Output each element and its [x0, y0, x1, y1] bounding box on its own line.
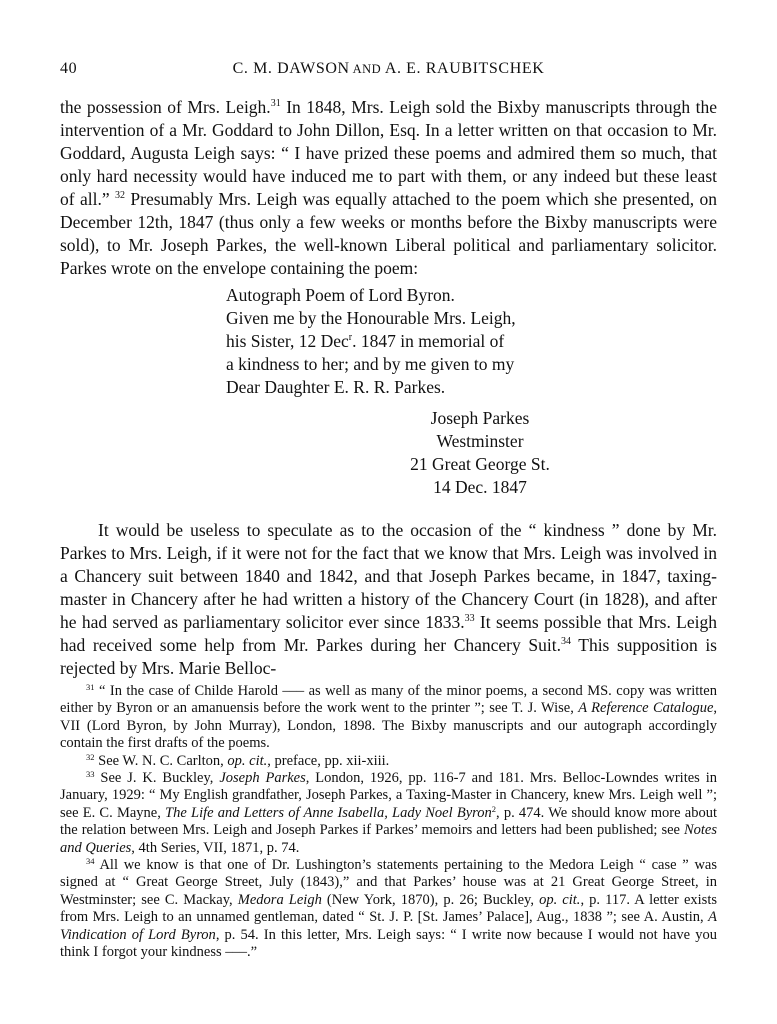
footnote-title: Notes and Queries [60, 822, 717, 856]
p2-text-1: It would be useless to speculate as to the occasion of the “ kindness ” done by Mr. Parkes to Mrs. Leigh, if it were not for the fact that we know that Mrs. Leigh was involved in a Chancery suit between 1840 and 1842, and that Joseph Parkes became, in 1847, taxing-master in Chancery after he had written a history of the Chancery Court (in 1828), and after he had served as parliamentary solicitor ever since 1833. [60, 520, 717, 632]
quote-line-3-sup: r [348, 332, 353, 343]
quote-line-3b: . 1847 in memorial of [352, 331, 505, 351]
quote-line-3 [226, 330, 717, 353]
signature-address: 21 Great George St. [410, 454, 550, 474]
conjunction: AND [349, 62, 385, 76]
footnote-title: A Vindication of Lord Byron [60, 909, 717, 943]
envelope-inscription [226, 284, 717, 399]
footnote-text: , preface, pp. xii-xiii. [267, 752, 390, 769]
signature-date: 14 Dec. 1847 [433, 477, 527, 497]
footnote-ref-32: 32 [115, 190, 125, 201]
footnote-number: 33 [86, 769, 95, 780]
footnote-title: Medora Leigh [237, 891, 322, 908]
footnote-text: , 4th Series, VII, 1871, p. 74. [131, 839, 300, 856]
running-title [60, 60, 717, 78]
paragraph-2 [60, 519, 717, 680]
author2-surname: RAUBITSCHEK [425, 60, 545, 77]
body-text [60, 96, 717, 680]
footnote-number: 34 [86, 856, 95, 867]
footnote-32 [60, 753, 717, 770]
p1-text-2: In 1848, Mrs. Leigh sold the Bixby manuscripts through the intervention of a Mr. Goddard to John Dillon, Esq. In a letter written on that occasion to Mr. Goddard, Augusta Leigh says: “ I have prized these poems and admired them so much, that only hard necessity would have induced me to part with them, or any indeed but these least of all.” [60, 97, 717, 209]
footnote-number: 32 [86, 751, 95, 762]
footnote-ref-33: 33 [464, 613, 475, 624]
footnote-text: All we know is that one of Dr. Lushington’s statements pertaining to the Medora Leigh “ case ” was signed at “ Great George Street, July (1843),” and that Parkes’ house was at 21 Great George Street, in Westminster; see C. Mackay, [60, 857, 717, 908]
footnote-title: Joseph Parkes [219, 770, 306, 787]
p1-text-3: Presumably Mrs. Leigh was equally attached to the poem which she presented, on December 12th, 1847 (thus only a few weeks or months before the Bixby manuscripts were sold), to Mr. Joseph Parkes, the well-known Liberal political and parliamentary solicitor. Parkes wrote on the envelope containing the poem: [60, 189, 717, 278]
footnote-text: “ In the case of Childe Harold ––– as well as many of the minor poems, a second MS. copy was written either by Byron or an amanuensis before the work went to the printer ”; see T. J. Wise, [60, 683, 717, 717]
signature-block [398, 407, 562, 499]
author2-initials: A. E. [384, 60, 426, 77]
quote-line-3a: his Sister, 12 Dec [226, 331, 349, 351]
quote-line-1: Autograph Poem of Lord Byron. [226, 285, 455, 305]
footnote-text: , p. 54. In this letter, Mrs. Leigh says: “ I write now because I would not have you think I forgot your kindness –––.” [60, 926, 717, 961]
footnote-31 [60, 683, 717, 753]
footnote-text: See W. N. C. Carlton, [94, 752, 228, 769]
footnote-text: See J. K. Buckley, [94, 770, 220, 787]
footnote-ref-34: 34 [560, 636, 571, 647]
quote-line-4: a kindness to her; and by me given to my [226, 354, 515, 374]
author1-initials: C. M. [232, 60, 278, 77]
author1-surname: DAWSON [277, 60, 350, 77]
page-number: 40 [60, 60, 78, 77]
footnotes [60, 683, 717, 962]
paragraph-1 [60, 96, 717, 280]
footnote-text: , p. 117. A letter exists from Mrs. Leigh to an unnamed gentleman, dated “ St. J. P. [St. James’ Palace], Aug., 1838 ”; see A. Austin, [60, 891, 717, 926]
footnote-text: , London, 1926, pp. 116-7 and 181. Mrs. Belloc-Lowndes writes in January, 1929: “ My English grandfather, Joseph Parkes, a Taxing-Master in Chancery, knew Mrs. Leigh well ”; see E. C. Mayne, [60, 770, 718, 821]
signature-place: Westminster [436, 431, 524, 451]
quote-line-5: Dear Daughter E. R. R. Parkes. [226, 377, 446, 397]
p2-text-3: This supposition is rejected by Mrs. Marie Belloc- [60, 635, 717, 678]
edition-superscript: 2 [491, 803, 496, 814]
footnote-title: The Life and Letters of Anne Isabella, Lady Noel Byron [165, 804, 492, 821]
footnote-ref-31: 31 [270, 98, 281, 109]
running-header [60, 60, 717, 82]
p1-text-1: the possession of Mrs. Leigh. [60, 97, 271, 117]
p2-text-2: It seems possible that Mrs. Leigh had received some help from Mr. Parkes during her Chancery Suit. [60, 612, 718, 655]
footnote-34 [60, 857, 717, 961]
footnote-title: op. cit. [539, 891, 581, 908]
footnote-33 [60, 770, 717, 857]
footnote-text: , p. 474. We should know more about the relation between Mrs. Leigh and Joseph Parkes if Parkes’ memoirs and letters had been published; see [60, 804, 717, 839]
footnote-text: (New York, 1870), p. 26; Buckley, [321, 891, 540, 908]
footnote-number: 31 [86, 682, 95, 692]
footnote-title: op. cit. [227, 752, 268, 769]
signature-name: Joseph Parkes [430, 408, 530, 428]
footnote-title: A Reference Catalogue [578, 700, 714, 717]
footnote-text: , VII (Lord Byron, by John Murray), London, 1898. The Bixby manuscripts and our autograph accordingly contain the first drafts of the poems. [60, 700, 717, 752]
quote-line-2: Given me by the Honourable Mrs. Leigh, [226, 308, 516, 328]
